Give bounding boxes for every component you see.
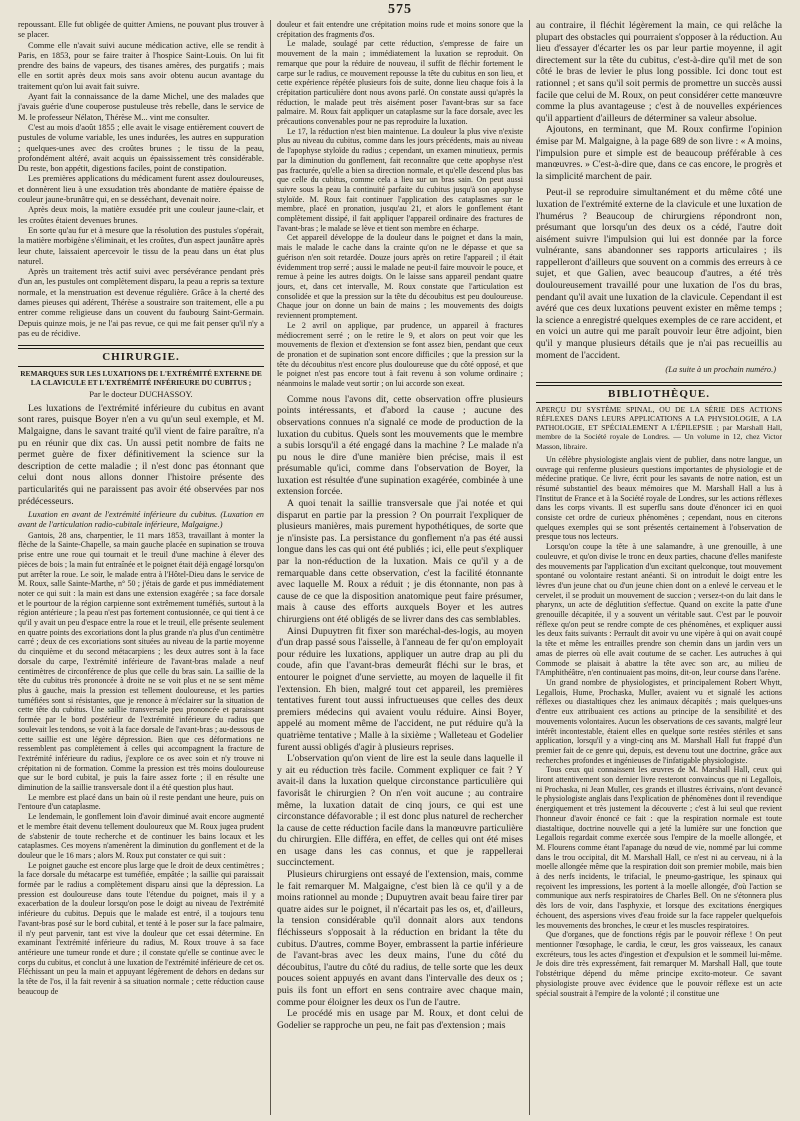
paragraph: repoussant. Elle fut obligée de quitter Amiens, ne pouvant plus trouver à se placer. — [18, 20, 264, 40]
paragraph: C'est au mois d'août 1855 ; elle avait le visage entièrement couvert de pustules de volume variable, les unes indurées, les autres en suppuration ; quelques-unes avec des croûtes brunes ; le tissu de la peau, profondément altéré, avait acquis un épaississement très considérable. Du reste, bon appétit, digestions faciles, point de constipation. — [18, 122, 264, 174]
paragraph: L'observation qu'on vient de lire est la seule dans laquelle il y ait eu réduction très facile. Comment expliquer ce fait ? Y avait-il dans la luxation quelque circonstance particulière qui favorisât le chirurgien ? On n'en voit aucune ; au contraire même, la luxation datait de cinq jours, ce qui est une circonstance défavorable ; il est donc plus naturel de rechercher la cause de cette réduction facile dans la manœuvre particulière du chirurgien. Elle différa, en effet, de celles qui ont été mises en usage dans les cas connus, et que je rappellerai succinctement. — [277, 753, 523, 869]
paragraph: Le poignet gauche est encore plus large que le droit de deux centimètres ; la face dorsale du métacarpe est tuméfiée, empâtée ; la saillie qui paraissait formée par le radius a complètement disparu ainsi que la dépression. La pression est douloureuse dans toute l'étendue du poignet, mais il y a exacerbation de la douleur lorsqu'on pose le doigt au niveau de l'extrémité inférieure du cubitus. Depuis que le malade est entré, il a toujours tenu l'avant-bras posé sur le bord cubital, et tenté à le poser sur la face palmaire, il n'y peut parvenir, tant est vive la douleur que cet essai détermine. En examinant l'extrémité inférieure du radius, M. Roux trouve à sa face antérieure une tumeur ronde et dure ; il constate qu'elle se continue avec le corps du cubitus, et conclut à une luxation de l'extrémité inférieure de cet os. Fléchissant un peu la main et appuyant légèrement de dehors en dedans sur la tête de l'os, il la fait revenir à sa situation normale ; cette réduction cause beaucoup de — [18, 860, 264, 996]
paragraph: Que d'organes, que de fonctions régis par le pouvoir réflexe ! On peut mentionner l'œsophage, le cardia, le cœur, les gros vaisseaux, les canaux excréteurs, tous les actes d'ingestion et d'expulsion et le sommeil lui-même. Je dois dire très expressément, fait remarquer M. Marshall Hall, que toute l'obstétrique dépend du même principe excito-moteur. Ce savant physiologiste prouve avec évidence que le pouvoir réflexe est un acte spécial soustrait à l'empire de la volonté ; il constitue une — [536, 930, 782, 998]
paragraph: Gantois, 28 ans, charpentier, le 11 mars 1853, travaillant à monter la flèche de la Sainte-Chapelle, sa main gauche placée en supination se trouva prise entre une roue qui tournait et le treuil d'une machine à élever des pièces de bois ; la main fut entraînée et le poignet était déjà engagé lorsqu'on put arrêter la roue. Le soir, le malade entra à l'Hôtel-Dieu dans le service de M. Roux, salle Sainte-Marthe, n° 50 ; j'étais de garde et pus immédiatement noter ce qui suit : la main est dans une extension exagérée ; sa face dorsale et le pourtour de la région carpienne sont extrêmement tuméfiés, surtout à la région antérieure ; la peau n'est pas fortement contusionnée, ce qui tient à ce qu'il y avait un peu d'espace entre la roue et le treuil, elle présente seulement en quatre points des excoriations dont la plus grande n'a plus d'un centimètre carré ; deux de ces excoriations sont situées au niveau de la partie moyenne du cinquième et du second métacarpiens ; les deux autres sont à la face dorsale du carpe, l'extrémité inférieure de l'avant-bras malade a neuf centimètres de circonférence de plus que celle du bras sain. La saillie de la tête du cubitus très prononcée à droite ne se voit plus et ne se sent même plus à gauche, mais la pression est tellement douloureuse, et les parties tuméfiées sont si résistantes, que je renonce à m'éclairer sur la situation de cette tête du cubitus. Une saillie transversale peu prononcée et paraissant formée par le bord postérieur de l'extrémité inférieure du radius que soulevait les tendons, se voit à la face dorsale de l'avant-bras ; au-dessous de cette saillie est une légère dépression. Bien que ces déformations ne ressemblent pas complètement à celles qui accompagnent la fracture de l'extrémité inférieure du radius, j'explore ce os avec soin et n'y trouve ni crépitation ni de formation. Comme la pression est très moins douloureuse que sur le bord cubital, je puis la faire assez forte ; il en résulte une diminution de la saillie transversale dont il a été question plus haut. — [18, 530, 264, 793]
case-continued — [277, 20, 523, 389]
case-report — [18, 531, 264, 997]
paragraph: au contraire, il fléchit légèrement la main, ce qui relâche la plupart des obstacles qui pourraient s'opposer à la réduction. Au lieu d'essayer d'écarter les os par leur partie moyenne, il agit directement sur la tête du cubitus, c'est-à-dire qu'il met de son côté le bras de levier le plus long possible. Ici donc tout est rationnel ; et sans qu'il soit permis de promettre un succès aussi facile que celui de M. Roux, on peut considérer cette manœuvre comme la plus avantageuse ; c'est à de nouvelles expériences qu'il appartient d'ailleurs de déterminer sa valeur absolue. — [536, 20, 782, 124]
paragraph: Plusieurs chirurgiens ont essayé de l'extension, mais, comme le fait remarquer M. Malgaigne, c'est bien là ce qu'il y a de moins rationnel au monde ; Dupuytren avait beau faire tirer par quatre aides sur le poignet, il n'écartait pas les os, et, d'ailleurs, la tension considérable qu'il donnait alors aux tendons fléchisseurs s'opposait à la réduction en bridant la tête du cubitus. D'autres, comme Boyer, embrassent la partie inférieure de l'avant-bras avec les deux mains, l'une du côté du découbitus, l'autre du côté du radius, de telle sorte que les deux pouces soient appuyés en avant dans l'intervalle des deux os ; puis ils font un effort en sens contraire avec chaque main, comme pour éloigner les deux os l'un de l'autre. — [277, 869, 523, 1008]
column-3 — [529, 20, 788, 1115]
discussion — [277, 394, 523, 1032]
paragraph: Cet appareil développe de la douleur dans le poignet et dans la main, mais le malade le cache dans la crainte qu'on ne le dépasse et que sa guérison n'en soit retardée. Douze jours après on retire l'appareil ; il était évidemment trop serré ; aussi le malade ne peut-il faire mouvoir le pouce, et remue à peine les autres doigts. On le laisse sans appareil pendant quatre jours, et, dans cet intervalle, M. Roux constate que l'articulation est consolidée et que la pression sur la tête du découbitus est peu douloureuse. Chaque jour on donne un bain de mains ; les mouvements des doigts reviennent promptement. — [277, 233, 523, 321]
paragraph: Le 17, la réduction n'est bien maintenue. La douleur la plus vive n'existe plus au niveau du cubitus, comme dans les jours précédents, mais au niveau de l'apophyse styloïde du radius ; cependant, un examen minutieux, permis par la diminution du gonflement, fait reconnaître que cette apophyse n'est pas fracturée, qu'elle a bien sa direction normale, et qu'elle descend plus bas que celle du cubitus, comme cela a lieu sur un bras sain. On peut aussi suivre sous la peau la continuité parfaite du cubitus jusqu'à son apophyse styloïde. M. Roux fait continuer l'application des cataplasmes sur le membre, placé en pronation, jusqu'au 21, et alors le gonflement étant complètement dissipé, il fait appliquer l'appareil ordinaire des fractures de l'avant-bras ; le malade se lève et tient son membre en écharpe. — [277, 126, 523, 233]
paragraph: Un grand nombre de physiologistes, et principalement Robert Whytt, Legallois, Hume, Prochaska, Muller, avaient vu et signalé les actions réflexes ou diastaltiques chez les animaux décapités ; mais quelques-uns d'entre eux attribuaient ces actions au principe de la sensibilité et des mouvements volontaires. Aucun les observations de ces savants, malgré leur intérêt incontestable, étaient elles en quelque sorte restées stériles et sans application, lorsqu'il y a vingt-cinq ans M. Marshall Hall fut frappé d'un premier fait de ce genre qui, depuis, est devenu tout une doctrine, grâce aux recherches profondes et ingénieuses de l'infatigable physiologiste. — [536, 678, 782, 765]
column-2 — [270, 20, 529, 1115]
rule — [536, 402, 782, 403]
text-columns — [12, 20, 788, 1115]
book-heading: APERÇU DU SYSTÈME SPINAL, OU DE LA SÉRIE DES ACTIONS RÉFLEXES DANS LEURS APPLICATIONS A LA PHYSIOLOGIE, A LA PATHOLOGIE, ET SPÉCIALEMENT A L'ÉPILEPSIE ; par Marshall Hall, membre de la Société royale de Londres. — Un volume in 12, chez Victor Masson, libraire. — [536, 404, 782, 451]
paragraph: Le lendemain, le gonflement loin d'avoir diminué avait encore augmenté et le membre était devenu tellement douloureux que M. Roux jugea prudent de s'abstenir de toute recherche et de continuer les bains locaux et les cataplasmes. Ces moyens n'amenèrent la diminution du gonflement et de la douleur que le 16 mars ; alors M. Roux put constater ce qui suit : — [18, 812, 264, 860]
section-title-bibliotheque: BIBLIOTHÈQUE. — [608, 387, 710, 400]
rule — [18, 366, 264, 367]
paragraph: Peut-il se reproduire simultanément et du même côté une luxation de l'extrémité externe de la clavicule et une luxation de l'humérus ? Beaucoup de chirurgiens répondront non, présumant que lorsqu'un des deux os a cédé, l'autre doit aisément suivre l'impulsion qui lui est donnée par la force vulnérante, sans abandonner ses rapports articulaires ; ils rappelleront d'ailleurs que souvent on a commis des erreurs à ce sujet, et que Galien, avec beaucoup d'autres, a été très douloureusement travaillé pour une luxation de l'os du bras, pendant qu'il avait une luxation de la clavicule. Cependant il est avéré que ces deux luxations peuvent exister en même temps ; la science a enregistré quelques exemples de ce rare accident, et en voici un autre qui me paraît pouvoir leur être adjoint, bien qu'il y manque plusieurs détails que je n'ai pas recueillis au moment de l'accident. — [536, 187, 782, 361]
paragraph: Le membre est placé dans un bain où il reste pendant une heure, puis on l'entoure d'un cataplasme. — [18, 792, 264, 812]
paragraph: Le malade, soulagé par cette réduction, s'empresse de faire un mouvement de la main ; immédiatement la luxation se reproduit. On remarque que pour la réduire de nouveau, il suffit de fléchir fortement le carpe sur le radius, ce mouvement repousse la tête du cubitus en son lieu, et cette expérience répétée plusieurs fois de suite, donne lieu chaque fois à la crépitation particulière dont nous avons parlé. On constate aussi qu'après la réduction, le malade peut très aisément poser l'avant-bras sur sa face palmaire. M. Roux fait appliquer un cataplasme sur la face dorsale, avec les précautions convenables pour ne pas reproduire la luxation. — [277, 39, 523, 127]
paragraph: Le 2 avril on applique, par prudence, un appareil à fractures médiocrement serré ; on le retire le 9, et alors on peut voir que les mouvements de flexion et d'extension se font assez bien, pendant que ceux de pronation et de supination sont encore difficiles ; que la pression sur la tête du découbitus n'est encore plus douloureuse que du côté opposé, et que le poignet n'est pas encore tout à fait revenu à son volume ordinaire ; néanmoins le malade veut sortir ; on lui accorde son exeat. — [277, 320, 523, 389]
paragraph: Comme nous l'avons dit, cette observation offre plusieurs points intéressants, et d'abord la cause ; aucune des observations connues n'a signalé ce mode de production de la luxation du cubitus. Quels sont les mouvements que le membre a subis lorsqu'il a été engagé dans la machine ? Le malade n'a pu nous le dire d'une manière bien précise, mais il est présumable qu'ici, comme dans l'observation de Boyer, la luxation est résultée d'une supination exagérée, combinée à une extension forcée. — [277, 393, 523, 498]
section-divider — [18, 345, 264, 349]
paragraph: Après un traitement très actif suivi avec persévérance pendant près d'un an, les pustules ont complètement disparu, la peau a repris sa texture normale, et la menstruation est devenue régulière. Grâce à la cherté des dames pieuses qui adérent, Thérèse a soustraire son traitement, elle a pu entrer comme religieuse dans un couvent du faubourg Saint-Germain. Depuis quinze mois, je ne l'ai pas revue, ce qui me fait penser qu'il n'y a pas eu de récidive. — [18, 267, 264, 338]
paragraph: Comme elle n'avait suivi aucune médication active, elle se rendit à Paris, en 1853, pour se faire traiter à l'hospice Saint-Louis. On lui fit prendre des bains de vapeurs, des tisanes amères, des purgatifs ; mais elle en sortit après deux mois sans avoir obtenu aucun avantage du traitement qu'on lui avait fait suivre. — [18, 40, 264, 91]
paragraph: Après deux mois, la matière exsudée prit une couleur jaune-clair, et les croûtes étaient devenues brunes. — [18, 205, 264, 225]
paragraph: Les luxations de l'extrémité inférieure du cubitus en avant sont rares, puisque Boyer n'en a vu qu'un seul exemple, et M. Malgaigne, dans le savant traité qu'il vient de faire paraître, n'a pu en réunir que dix cas. Un aussi petit nombre de faits ne permet guère de fixer définitivement la science sur la description de cette maladie ; il n'est donc pas étonnant que celui dont nous allons donner l'histoire présente des particularités qui ne paraissent pas avoir été observées par nos prédécesseurs. — [18, 402, 264, 507]
page-number: 575 — [388, 2, 412, 17]
book-review — [536, 455, 782, 998]
case-title: Luxation en avant de l'extrémité inférieure du cubitus. (Luxation en avant de l'articulation radio-cubitale inférieure, Malgaigne.) — [18, 510, 264, 530]
paragraph: Un célèbre physiologiste anglais vient de publier, dans notre langue, un ouvrage qui renferme plusieurs questions importantes de physiologie et de médecine pratique. Ce livre, écrit pour les savants de notre nation, est un résumé substantiel des beaux mémoires que M. Marshall Hall a lus à l'Institut de France et à la Société royale de Londres, sur les actions réflexes dans les corps vivants. Il est superflu sans doute d'énoncer ici en quoi consiste cet ordre de curieux phénomènes ; cependant, nous en citerons quelques exemples qui se sont présentés certainement à l'observation de presque tous nos lecteurs. — [536, 454, 782, 542]
article-author: Par le docteur DUCHASSOY. — [89, 388, 193, 399]
discussion-continued — [536, 20, 782, 361]
continued-note: (La suite à un prochain numéro.) — [665, 365, 776, 375]
paragraph: Ainsi Dupuytren fit fixer son maréchal-des-logis, au moyen d'un drap passé sous l'aisselle, à l'anneau de fer qu'on employait pour réduire les luxations, appliquer un autre drap au pli du coude, afin que l'avant-bras demeurât fléchi sur le bras, et entourer le poignet d'une serviette, au moyen de laquelle il fit l'extension. Eh bien, malgré tout cet appareil, les premières tentatives furent tout aussi infructueuses que celles des deux premiers médecins qui avaient voulu réduire. Ainsi Boyer, appelé au moment même de l'accident, ne put réduire qu'à la quatrième tentative ; Malle à la sixième ; Walleteau et Godelier furent aussi obligés d'agir à plusieurs reprises. — [277, 625, 523, 753]
article-title: REMARQUES SUR LES LUXATIONS DE L'EXTRÉMITÉ EXTERNE DE LA CLAVICULE ET L'EXTRÉMITÉ INFÉRIEURE DU CUBITUS ; — [20, 368, 262, 387]
paragraph: Le procédé mis en usage par M. Roux, et dont celui de Godelier se rapproche un peu, ne fait pas d'extension ; mais — [277, 1008, 523, 1031]
paragraph: Ayant fait la connaissance de la dame Michel, une des malades que j'avais guérie d'une couperose pustuleuse très rebelle, dans le service de M. le professeur Nélaton, Thérèse M... vint me consulter. — [18, 92, 264, 122]
paragraph: Tous ceux qui connaissent les œuvres de M. Marshall Hall, ceux qui liront attentivement son dernier livre resteront convaincus que ni Legallois, ni Prochaska, ni Jean Muller, ces grands et illustres écrivains, n'ont devancé le physiologiste anglais dans l'explication de phénomènes dont il revendique énergiquement et très justement la découverte ; c'est à lui seul que revient l'honneur d'avoir énoncé ce fait : que la respiration normale est toute diastaltique, doctrine nouvelle qui a jeté la lumière sur une fonction que Legallois regardait comme exercée sous l'empire de la moelle allongée, et M. Flourens comme étant l'apanage du nœud de vie, nommé par lui comme dans le trou occipital, dit M. Marshall Hall, ce n'est ni au cerveau, ni à la moelle allongée même que la respiration doit son premier mobile, mais bien à des nerfs incidents, le trifacial, le pneumo-gastrique, les spinaux qui reçoivent les impressions, les portent à la moelle allongée, d'où l'action se communique aux nerfs respiratoires de Charles Bell. On ne s'étonnera plus dès lors de voir, dans l'asphyxie, et lorsque des excitations énergiques échouent, des aspersions vives d'eau froide sur la face rappeler quelquefois les mouvements des bronches, le cœur et les muscles respiratoires. — [536, 765, 782, 930]
column-1 — [12, 20, 270, 1115]
paragraph: douleur et fait entendre une crépitation moins rude et moins sonore que la crépitation des fragments d'os. — [277, 20, 523, 39]
paragraph: Ajoutons, en terminant, que M. Roux confirme l'opinion émise par M. Malgaigne, à la page 689 de son livre : « A moins, l'impulsion pure et simple est de beaucoup préférable à ces manœuvres. » C'est-à-dire que, dans ce cas encore, le progrès et la simplicité marchent de pair. — [536, 124, 782, 182]
article-intro — [18, 403, 264, 507]
paragraph: Les premières applications du médicament furent assez douloureuses, et donnèrent lieu à une exsudation très abondante de matière épaisse de couleur jaune-brunâtre qui, en se desséchant, devenait noire. — [18, 174, 264, 205]
section-divider — [536, 382, 782, 386]
paragraph: Lorsqu'on coupe la tête à une salamandre, à une grenouille, à une couleuvre, et qu'on divise le tronc en deux parties, chacune d'elles manifeste des mouvements par l'application d'un excitant quelconque, tout mouvement spontané ou volontaire restant anéanti. Si on introduit le doigt entre les lèvres d'un jeune chat ou d'un jeune chien dont on a enlevé le cerveau et le cervelet, il se produit un mouvement de succion ; versez-t-on du lait dans le pharynx, un acte de déglutition s'effectue. Quand on excite la patte d'une grenouille décapitée, il y a souvent un véritable saut. C'est par le pouvoir réflexe qu'on peut se rendre compte de ces phénomènes, et expliquer aussi les deux faits suivants : Perrault dit avoir vu une vipère à qui on avait coupé la tête et même les entrailles prendre son chemin dans un jardin vers un amas de pierres où elle avait coutume de se cacher. Les autruches à qui Commode se plaisait à abattre la tête avec son arc, au milieu de l'Amphithéâtre, n'en continuaient pas moins, dit-on, leur course dans l'arène. — [536, 542, 782, 678]
paragraph: A quoi tenait la saillie transversale que j'ai notée et qui disparut en partie par la pression ? On pourrait l'expliquer de plusieurs manières, mais purement hypothétiques, de sorte que je n'insiste pas. La persistance du gonflement n'a pas été aussi longue dans les cas qui ont été publiés ; ici, elle peut s'expliquer par la non-réduction de la luxation. Mais ce qu'il y a de remarquable dans cette observation, c'est la facilité étonnante avec laquelle M. Roux a réduit ; je dis étonnante, non pas à cause de ce que la disposition anatomique peut faire présumer, mais à cause des efforts auxquels Boyer et les autres chirurgiens ont été obligés de se livrer dans des cas semblables. — [277, 498, 523, 625]
paragraph: En sorte qu'au fur et à mesure que la résolution des pustules s'opérait, la matière morbigène s'éliminait, et les croûtes, d'un aspect jaunâtre après leur chute, laissaient apercevoir le tissu de la peau dans un état plus naturel. — [18, 225, 264, 266]
section-title-chirurgie: CHIRURGIE. — [102, 351, 180, 364]
